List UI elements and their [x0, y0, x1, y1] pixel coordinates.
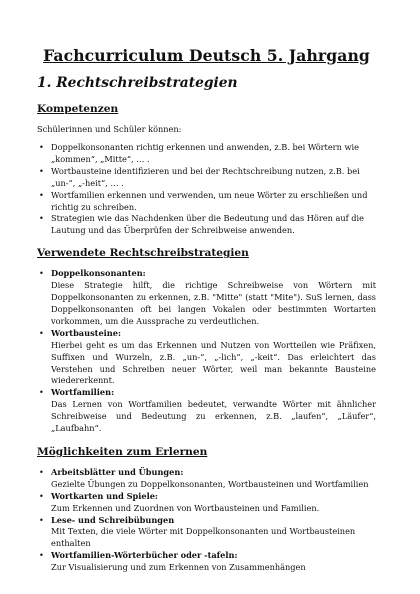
document-title: Fachcurriculum Deutsch 5. Jahrgang [43, 46, 370, 65]
moeglichkeit-item [37, 467, 376, 491]
moeglichkeit-text: Zum Erkennen und Zuordnen von Wortbausteinen und Familien. [51, 502, 320, 513]
strategien-list [37, 268, 376, 435]
kompetenz-item: • Wortbausteine identifizieren und bei der Rechtschreibung nutzen, z.B. bei „un-“, „-heit“, … . [37, 166, 376, 190]
kompetenzen-intro: Schülerinnen und Schüler können: [37, 124, 182, 134]
strategien-heading: Verwendete Rechtschreibstrategien [37, 247, 249, 260]
kompetenz-item: • Strategien wie das Nachdenken über die Bedeutung und das Hören auf die Lautung und das Überprüfen der Schreibweise anwenden. [37, 213, 376, 237]
strategie-title: • Wortbausteine: [51, 327, 121, 338]
moeglichkeit-title: • Arbeitsblätter und Übungen: [51, 466, 184, 477]
strategie-text: Das Lernen von Wortfamilien bedeutet, verwandte Wörter mit ähnlicher Schreibweise und Bedeutung zu erkennen, z.B. „laufen“, „Läufer“, „Laufbahn“. [51, 399, 376, 434]
moeglichkeiten-heading: Möglichkeiten zum Erlernen [37, 445, 208, 458]
strategie-item [37, 268, 376, 328]
moeglichkeit-text: Zur Visualisierung und zum Erkennen von Zusammenhängen [51, 562, 306, 573]
moeglichkeiten-list [37, 467, 376, 574]
strategie-title: • Doppelkonsonanten: [51, 268, 146, 279]
moeglichkeit-text: Gezielte Übungen zu Doppelkonsonanten, Wortbausteinen und Wortfamilien [51, 478, 369, 489]
moeglichkeit-item [37, 550, 376, 574]
kompetenz-item: • Wortfamilien erkennen und verwenden, um neue Wörter zu erschließen und richtig zu schreiben. [37, 190, 376, 214]
kompetenzen-heading: Kompetenzen [37, 103, 119, 115]
moeglichkeit-title: • Lese- und Schreibübungen [51, 514, 175, 525]
moeglichkeit-title: • Wortkarten und Spiele: [51, 490, 158, 501]
strategie-item [37, 328, 376, 388]
kompetenzen-list [37, 142, 376, 237]
section-title: 1. Rechtschreibstrategien [37, 75, 238, 91]
strategie-item [37, 387, 376, 435]
moeglichkeit-text: Mit Texten, die viele Wörter mit Doppelkonsonanten und Wortbausteinen enthalten [51, 526, 356, 549]
strategie-title: • Wortfamilien: [51, 387, 115, 398]
moeglichkeit-title: • Wortfamilien-Wörterbücher oder -tafeln: [51, 550, 238, 561]
strategie-text: Diese Strategie hilft, die richtige Schreibweise von Wörtern mit Doppelkonsonanten zu erkennen, z.B. "Mitte" (statt "Mite"). SuS lernen, dass Doppelkonsonanten oft bei langen Vokalen oder bestimmten Wortarten vorkommen, um die Aussprache zu verdeutlichen. [51, 280, 376, 326]
strategie-text: Hierbei geht es um das Erkennen und Nutzen von Wortteilen wie Präfixen, Suffixen und Wurzeln, z.B. „un-“, „-lich“, „-keit“. Das erleichtert das Verstehen und Schreiben neuer Wörter, weil man bekannte Bausteine wiedererkennt. [51, 339, 376, 386]
moeglichkeit-item [37, 491, 376, 515]
moeglichkeit-item [37, 515, 376, 551]
kompetenz-item: • Doppelkonsonanten richtig erkennen und anwenden, z.B. bei Wörtern wie „kommen“, „Mitte“, … . [37, 142, 376, 166]
